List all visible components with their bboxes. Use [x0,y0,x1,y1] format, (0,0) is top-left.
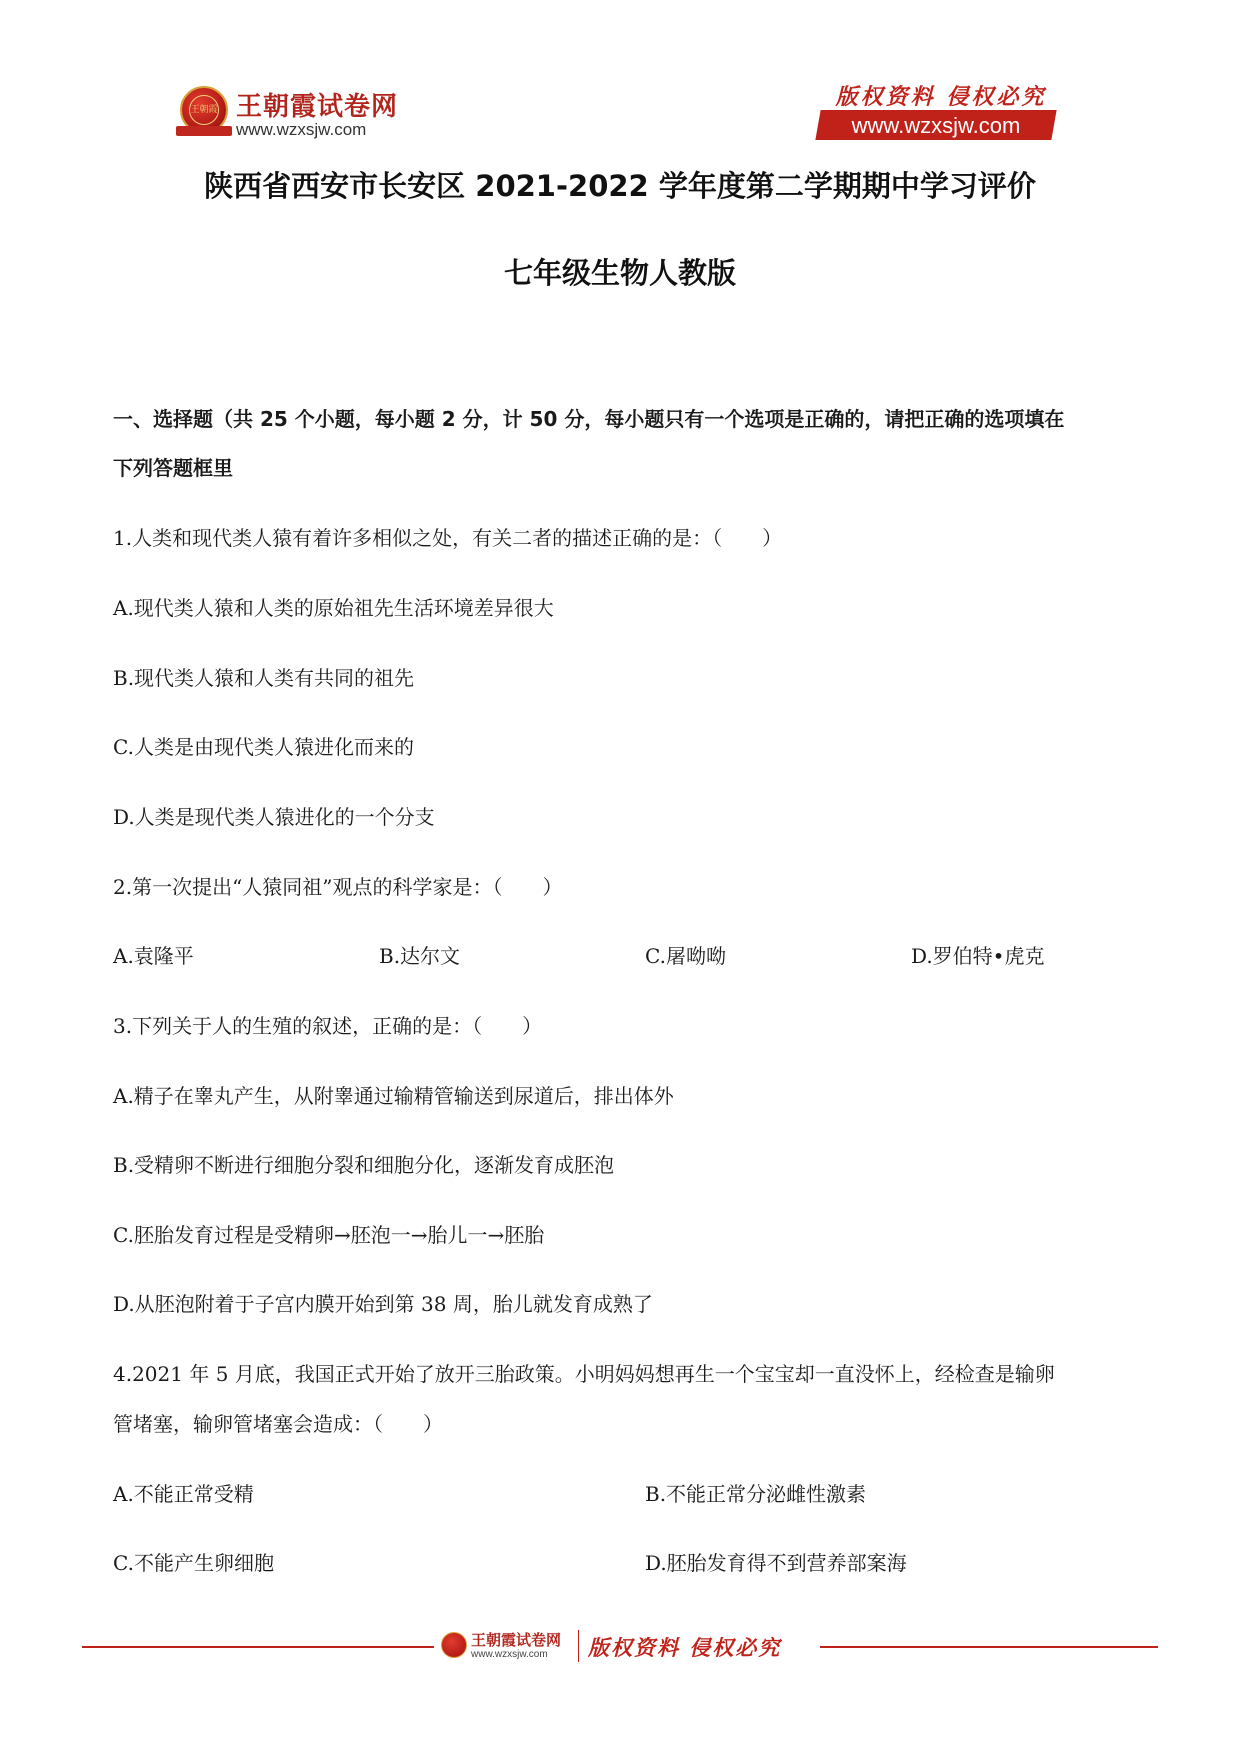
question-1-stem: 1.人类和现代类人猿有着许多相似之处，有关二者的描述正确的是：（ ） [113,526,783,550]
brand-logo [180,84,420,144]
question-3-option-a: A.精子在睾丸产生，从附睾通过输精管输送到尿道后，排出体外 [113,1084,674,1108]
header-copyright: 版权资料 侵权必究 [835,84,1047,110]
footer-rule-left [82,1646,434,1648]
brand-url: www.wzxsjw.com [236,120,367,139]
section-heading-cont: 下列答题框里 [113,456,233,480]
question-3-option-d: D.从胚泡附着于子宫内膜开始到第 38 周，胎儿就发育成熟了 [113,1292,653,1316]
question-4-stem: 4.2021 年 5 月底，我国正式开始了放开三胎政策。小明妈妈想再生一个宝宝却一直没怀上，经检查是输卵 [113,1362,1055,1386]
question-2-option-a: A.袁隆平 [113,944,194,968]
question-4-option-d: D.胚胎发育得不到营养部案海 [645,1551,907,1575]
question-4-option-c: C.不能产生卵细胞 [113,1551,274,1575]
footer-divider [578,1630,579,1662]
question-2-option-d: D.罗伯特•虎克 [911,944,1045,968]
question-1-option-d: D.人类是现代类人猿进化的一个分支 [113,805,435,829]
footer-brand-name: 王朝霞试卷网 [471,1631,562,1649]
question-3-option-b: B.受精卵不断进行细胞分裂和细胞分化，逐渐发育成胚泡 [113,1153,615,1177]
question-1-option-b: B.现代类人猿和人类有共同的祖先 [113,666,415,690]
question-4-option-a: A.不能正常受精 [113,1482,254,1506]
footer-copyright: 版权资料 侵权必究 [588,1635,782,1660]
url-banner-text: www.wzxsjw.com [851,113,1021,138]
question-4-option-b: B.不能正常分泌雌性激素 [645,1482,867,1506]
seal-ribbon [176,126,232,136]
footer-seal-icon [441,1632,467,1658]
question-2-stem: 2.第一次提出“人猿同祖”观点的科学家是：（ ） [113,875,563,899]
page-subtitle: 七年级生物人教版 [503,256,736,290]
question-4-stem-cont: 管堵塞，输卵管堵塞会造成：（ ） [113,1412,443,1436]
page-title: 陕西省西安市长安区 2021-2022 学年度第二学期期中学习评价 [204,169,1036,203]
question-1-option-a: A.现代类人猿和人类的原始祖先生活环境差异很大 [113,596,554,620]
question-3-option-c: C.胚胎发育过程是受精卵→胚泡一→胎儿一→胚胎 [113,1223,545,1247]
footer-rule-right [820,1646,1158,1648]
brand-name: 王朝霞试卷网 [236,92,399,122]
question-1-option-c: C.人类是由现代类人猿进化而来的 [113,735,414,759]
question-2-option-b: B.达尔文 [379,944,461,968]
seal-text: 王朝霞 [189,95,219,125]
question-2-option-c: C.屠呦呦 [645,944,726,968]
section-heading: 一、选择题（共 25 个小题，每小题 2 分，计 50 分，每小题只有一个选项是正确的，请把正确的选项填在 [113,407,1065,431]
footer-brand-url: www.wzxsjw.com [471,1649,548,1660]
question-3-stem: 3.下列关于人的生殖的叙述，正确的是：（ ） [113,1014,543,1038]
